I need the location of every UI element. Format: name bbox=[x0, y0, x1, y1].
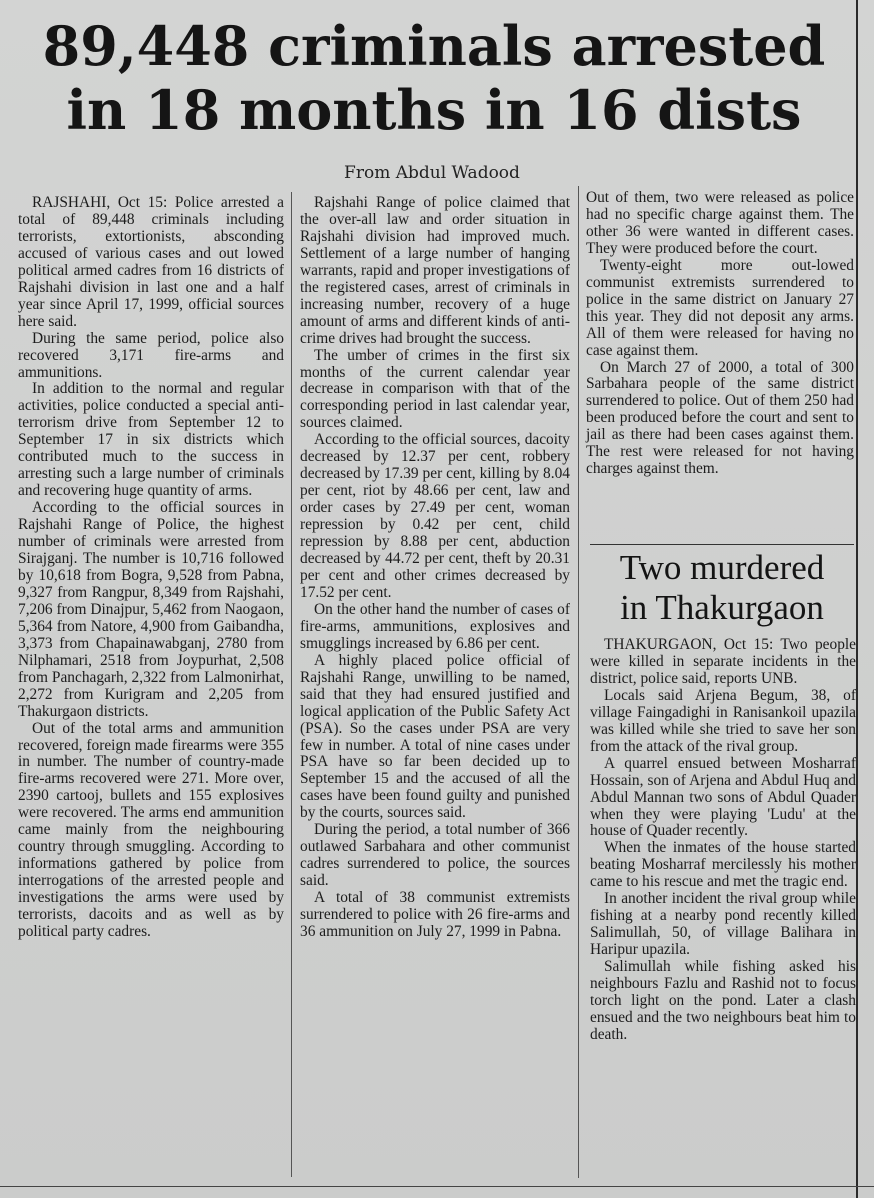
article-column-1 bbox=[18, 195, 284, 941]
paragraph: Locals said Arjena Begum, 38, of village Faingadighi in Ranisankoil upazila was killed while she tried to save her son from the attack of the rival group. bbox=[590, 686, 856, 755]
headline-line-1: 89,448 criminals arrested bbox=[42, 14, 826, 78]
paragraph: During the period, a total number of 366 outlawed Sarbahara and other communist cadres surrendered to police, the sources said. bbox=[300, 821, 570, 890]
paragraph: In addition to the normal and regular activities, police conducted a special anti-terrorism drive from September 12 to September 17 in six districts which contributed much to the success in arresting such a large number of criminals and recovering huge quantity of arms. bbox=[18, 380, 284, 500]
page-bottom-rule bbox=[0, 1186, 874, 1187]
article-column-3 bbox=[586, 190, 854, 478]
paragraph: Twenty-eight more out-lowed communist extremists surrendered to police in the same district on January 27 this year. They did not deposit any arms. All of them were released for having no case against them. bbox=[586, 256, 854, 359]
article-column-4 bbox=[590, 637, 856, 1044]
paragraph: When the inmates of the house started beating Mosharraf mercilessly his mother came to his rescue and met the tragic end. bbox=[590, 839, 856, 891]
paragraph: On the other hand the number of cases of fire-arms, ammunitions, explosives and smugglings increased by 6.86 per cent. bbox=[300, 600, 570, 652]
paragraph: RAJSHAHI, Oct 15: Police arrested a total of 89,448 criminals including terrorists, extortionists, absconding accused of various cases and out lowed political armed cadres from 16 districts of Rajshahi division in last one and a half year since April 17, 1999, official sources here said. bbox=[18, 194, 284, 330]
paragraph: On March 27 of 2000, a total of 300 Sarbahara people of the same district surrendered to police. Out of them 250 had been produced before the court and sent to jail as there had been cases against them. The rest were released for not having charges against them. bbox=[586, 358, 854, 478]
paragraph: A quarrel ensued between Mosharraf Hossain, son of Arjena and Abdul Huq and Abdul Mannan two sons of Abdul Quader when they were playing 'Ludu' at the house of Quader recently. bbox=[590, 754, 856, 840]
paragraph: According to the official sources, dacoity decreased by 12.37 per cent, robbery decreased by 17.39 per cent, killing by 8.04 per cent, riot by 48.66 per cent, law and order cases by 27.49 per cent, woman repression by 0.42 per cent, child repression by 8.88 per cent, abduction decreased by 44.72 per cent, theft by 20.31 per cent and other crimes decreased by 17.52 per cent. bbox=[300, 431, 570, 601]
paragraph: Out of the total arms and ammunition recovered, foreign made firearms were 355 in number. The number of country-made fire-arms recovered were 271. More over, 2390 cartooj, bullets and 155 explosives were recovered. The arms end ammunition came mainly from the neighbouring country through smuggling. According to informations gathered by police from interrogations of the arrested people and investigations the arms were used by terrorists, dacoits and as well as by political party cadres. bbox=[18, 719, 284, 940]
secondary-headline bbox=[590, 548, 854, 628]
column-divider bbox=[578, 186, 579, 1178]
paragraph: In another incident the rival group while fishing at a nearby pond recently killed Salimullah, 50, of village Balihara in Haripur upazila. bbox=[590, 890, 856, 959]
paragraph: Salimullah while fishing asked his neighbours Fazlu and Rashid not to focus torch light on the pond. Later a clash ensued and the two neighbours beat him to death. bbox=[590, 958, 856, 1043]
byline: From Abdul Wadood bbox=[344, 163, 520, 183]
column-divider bbox=[291, 192, 292, 1177]
story-divider bbox=[590, 544, 854, 545]
paragraph: Rajshahi Range of police claimed that the over-all law and order situation in Rajshahi division had improved much. Settlement of a large number of hanging warrants, rapid and proper investigations of the registered cases, arrest of criminals in increasing number, recovery of a huge amount of arms and different kinds of anti-crime drives had brought the success. bbox=[300, 194, 570, 347]
paragraph: A highly placed police official of Rajshahi Range, unwilling to be named, said that they had ensured justified and logical application of the Public Safety Act (PSA). So the cases under PSA are very few in number. A total of nine cases under PSA have so far been decided up to September 15 and the accused of all the cases have been found guilty and punished by the courts, sources said. bbox=[300, 651, 570, 822]
article-column-2 bbox=[300, 195, 570, 941]
paragraph: THAKURGAON, Oct 15: Two people were killed in separate incidents in the district, police said, reports UNB. bbox=[590, 636, 856, 687]
secondary-headline-line-1: Two murdered bbox=[619, 548, 825, 587]
headline-line-2: in 18 months in 16 dists bbox=[66, 78, 802, 142]
secondary-headline-line-2: in Thakurgaon bbox=[620, 588, 824, 627]
paragraph: According to the official sources in Rajshahi Range of Police, the highest number of criminals were arrested from Sirajganj. The number is 10,716 followed by 10,618 from Bogra, 9,528 from Pabna, 9,327 from Rangpur, 8,349 from Rajshahi, 7,206 from Dinajpur, 5,462 from Naogaon, 5,364 from Natore, 4,900 from Gaibandha, 3,373 from Chapainawabganj, 2780 from Nilphamari, 2518 from Joypurhat, 2,508 from Panchagarh, 2,322 from Lalmonirhat, 2,272 from Kurigram and 2,205 from Thakurgaon districts. bbox=[18, 499, 284, 720]
paragraph: During the same period, police also recovered 3,171 fire-arms and ammunitions. bbox=[18, 329, 284, 381]
paragraph: A total of 38 communist extremists surrendered to police with 26 fire-arms and 36 ammunition on July 27, 1999 in Pabna. bbox=[300, 889, 570, 940]
paragraph: Out of them, two were released as police had no specific charge against them. The other 36 were wanted in different cases. They were produced before the court. bbox=[586, 189, 854, 257]
headline bbox=[14, 14, 854, 142]
paragraph: The umber of crimes in the first six months of the current calendar year decrease in comparison with that of the corresponding period in last calendar year, sources claimed. bbox=[300, 346, 570, 432]
